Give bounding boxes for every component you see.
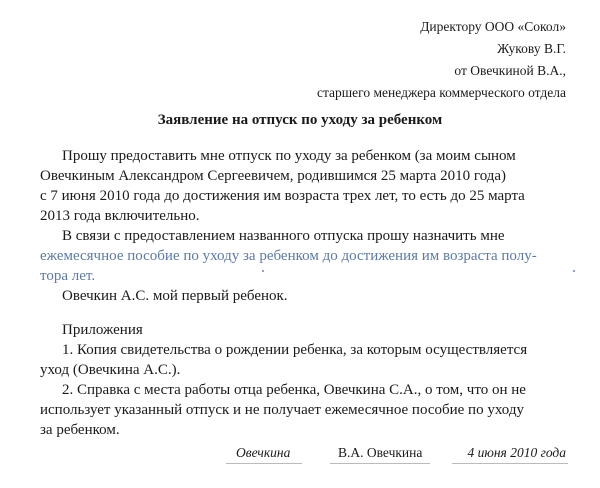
sender-name: от Овечкиной В.А., [454, 63, 566, 78]
name-underline [330, 463, 430, 464]
sender-position: старшего менеджера коммерческого отдела [316, 85, 566, 100]
scan-mark [573, 270, 575, 272]
paragraph-line: Овечкиным Александром Сергеевичем, родившимся 25 марта 2010 года) [40, 168, 507, 184]
paragraph-line: Овечкин А.С. мой первый ребенок. [62, 288, 288, 304]
scan-mark [262, 270, 264, 272]
attachment-line: использует указанный отпуск и не получает ежемесячное пособие по уходу [40, 402, 524, 418]
paragraph-line: с 7 июня 2010 года до достижения им возраста трех лет, то есть до 25 марта [40, 188, 525, 204]
date-underline [452, 463, 568, 464]
signature-underline [226, 463, 302, 464]
recipient-line: Директору ООО «Сокол» [420, 19, 566, 34]
attachment-line: за ребенком. [40, 422, 120, 438]
paragraph-line-highlight: ежемесячное пособие по уходу за ребенком до достижения им возраста полу- [40, 248, 537, 264]
attachment-line: 2. Справка с места работы отца ребенка, Овечкина С.А., о том, что он не [62, 382, 526, 398]
attachment-line: 1. Копия свидетельства о рождении ребенка, за которым осуществляется [62, 342, 528, 358]
paragraph-line: Прошу предоставить мне отпуск по уходу за ребенком (за моим сыном [62, 148, 516, 164]
recipient-name: Жукову В.Г. [497, 41, 566, 56]
attachment-line: уход (Овечкина А.С.). [40, 362, 181, 378]
paragraph-line: 2013 года включительно. [40, 208, 200, 224]
signature: Овечкина [236, 445, 291, 460]
paragraph-line: В связи с предоставлением названного отпуска прошу назначить мне [62, 228, 505, 244]
attachments-heading: Приложения [62, 322, 143, 338]
paragraph-line-highlight: тора лет. [40, 268, 96, 284]
document-title: Заявление на отпуск по уходу за ребенком [157, 112, 443, 128]
document-date: 4 июня 2010 года [467, 445, 566, 460]
signer-name: В.А. Овечкина [338, 445, 423, 460]
